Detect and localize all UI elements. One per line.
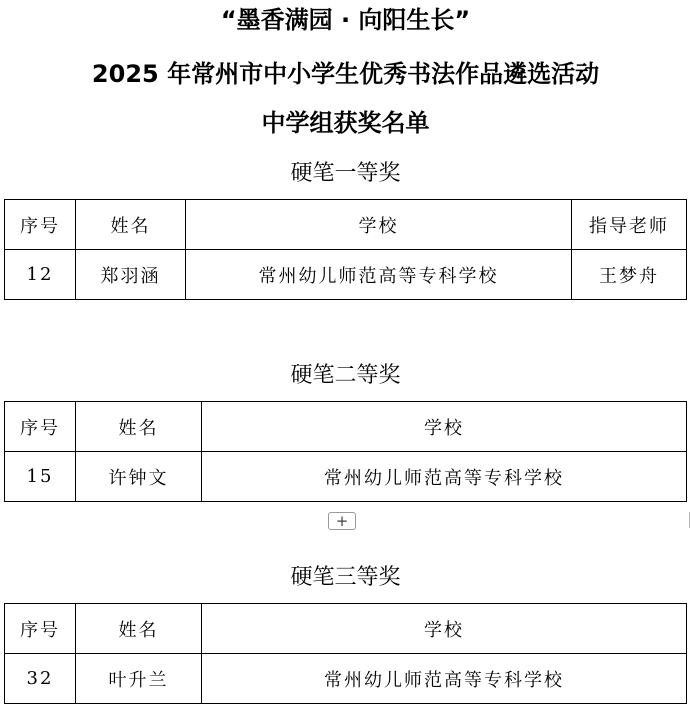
cell-number: 12 [5, 250, 76, 300]
title-line-1: “墨香满园 · 向阳生长” [220, 6, 471, 34]
header-cell-number: 序号 [5, 604, 76, 654]
section-heading-second-prize: 硬笔二等奖 [290, 363, 401, 388]
header-cell-name: 姓名 [76, 604, 202, 654]
header-cell-number: 序号 [5, 402, 76, 452]
title-line-2: 2025 年常州市中小学生优秀书法作品遴选活动 [91, 60, 600, 88]
table-header-row [5, 402, 687, 452]
second-prize-table [4, 401, 687, 502]
section-heading-third-prize: 硬笔三等奖 [290, 565, 401, 590]
header-cell-school: 学校 [186, 200, 572, 250]
header-cell-name: 姓名 [76, 402, 202, 452]
table-row [5, 452, 687, 502]
third-prize-table [4, 603, 687, 704]
table-row [5, 654, 687, 704]
table-header-row [5, 200, 687, 250]
cell-school: 常州幼儿师范高等专科学校 [186, 250, 572, 300]
table-row [5, 250, 687, 300]
header-cell-teacher: 指导老师 [572, 200, 687, 250]
table-header-row [5, 604, 687, 654]
cell-number: 15 [5, 452, 76, 502]
plus-icon: + [335, 511, 349, 530]
cell-name: 叶升兰 [76, 654, 202, 704]
cell-teacher: 王梦舟 [572, 250, 687, 300]
header-cell-school: 学校 [202, 402, 687, 452]
cell-name: 郑羽涵 [76, 250, 186, 300]
title-line-3: 中学组获奖名单 [261, 109, 430, 137]
header-cell-name: 姓名 [76, 200, 186, 250]
first-prize-table [4, 199, 687, 300]
header-cell-number: 序号 [5, 200, 76, 250]
expand-button[interactable] [328, 512, 356, 530]
cell-school: 常州幼儿师范高等专科学校 [202, 654, 687, 704]
header-cell-school: 学校 [202, 604, 687, 654]
cell-school: 常州幼儿师范高等专科学校 [202, 452, 687, 502]
page-edge-divider [689, 512, 690, 528]
section-heading-first-prize: 硬笔一等奖 [290, 161, 401, 186]
cell-name: 许钟文 [76, 452, 202, 502]
cell-number: 32 [5, 654, 76, 704]
